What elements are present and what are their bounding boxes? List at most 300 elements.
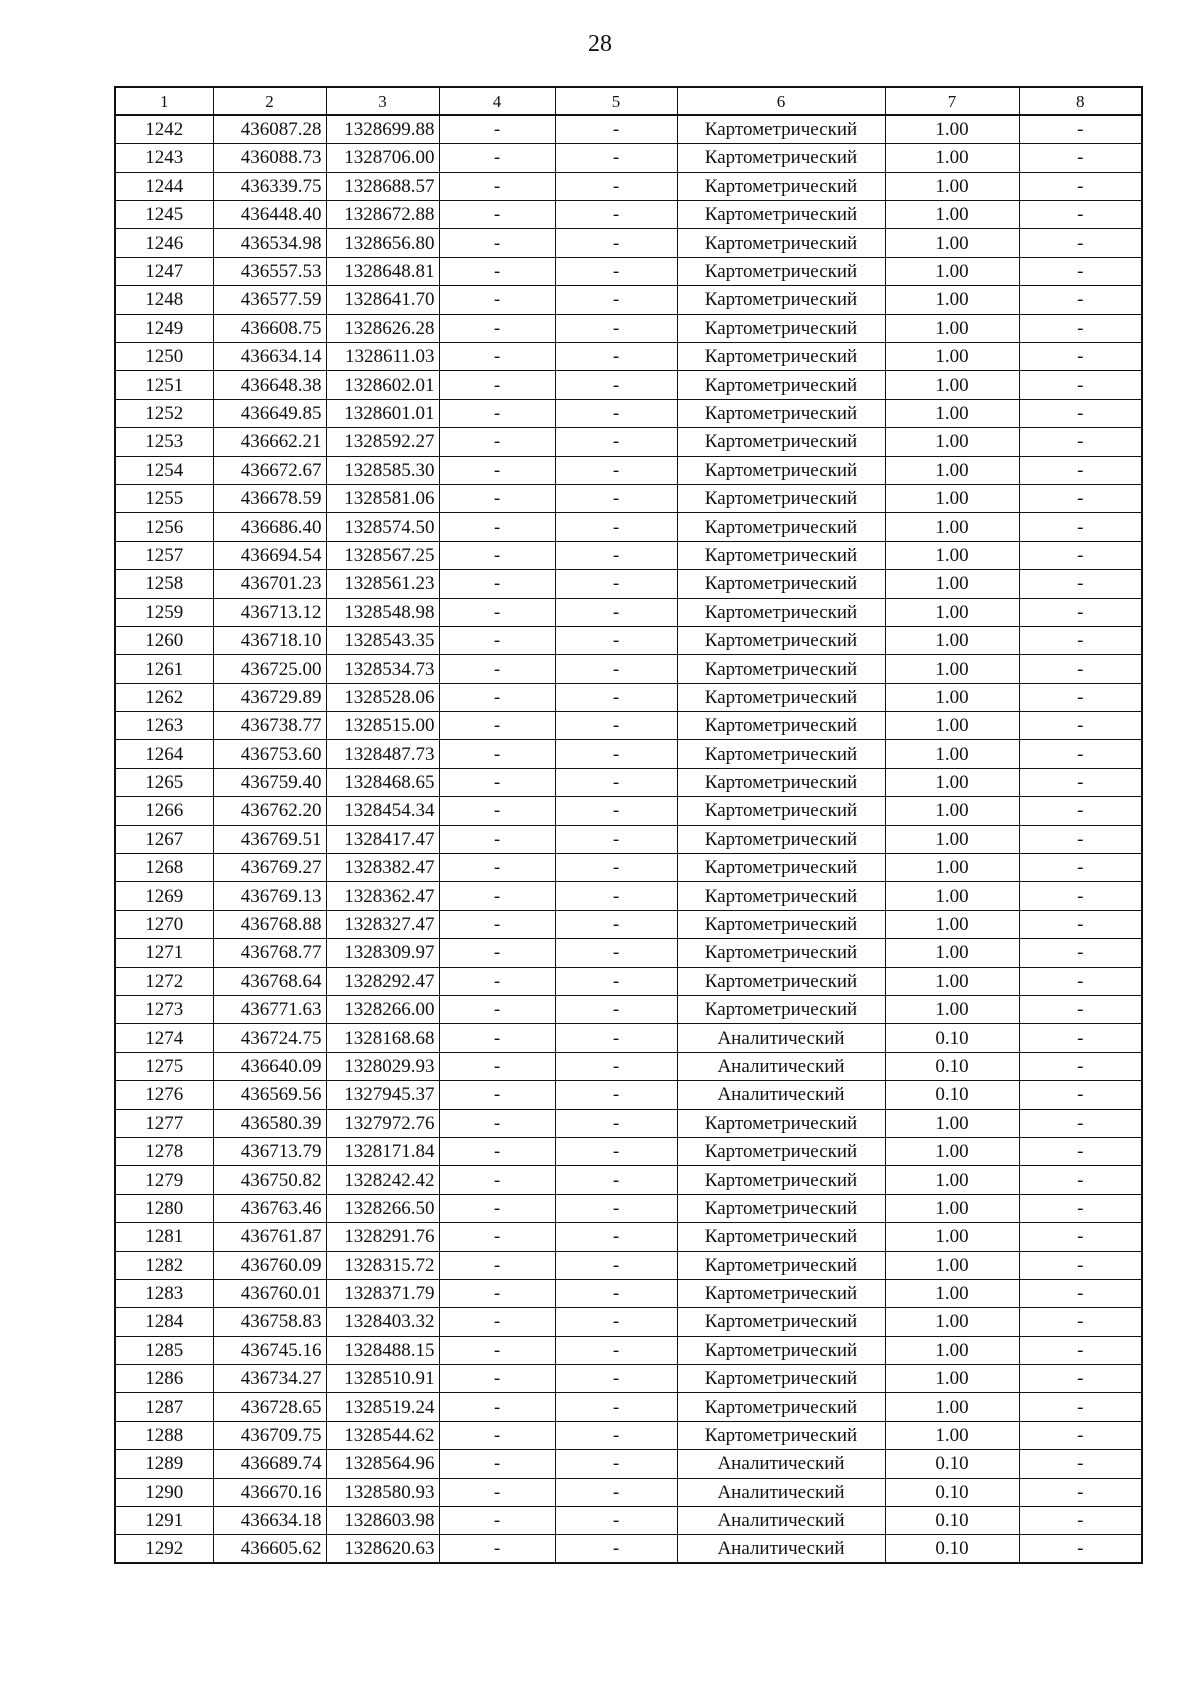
- point-number-cell: 1281: [115, 1223, 213, 1251]
- point-number-cell: 1250: [115, 343, 213, 371]
- col8-cell: -: [1019, 655, 1142, 683]
- table-row: [115, 939, 1142, 967]
- accuracy-cell: 1.00: [885, 371, 1019, 399]
- col5-cell: -: [555, 229, 677, 257]
- col4-cell: -: [439, 1137, 555, 1165]
- x-coordinate-cell: 436750.82: [213, 1166, 326, 1194]
- accuracy-cell: 1.00: [885, 1194, 1019, 1222]
- point-number-cell: 1271: [115, 939, 213, 967]
- col8-cell: -: [1019, 257, 1142, 285]
- point-number-cell: 1260: [115, 626, 213, 654]
- accuracy-cell: 1.00: [885, 626, 1019, 654]
- y-coordinate-cell: 1327972.76: [326, 1109, 439, 1137]
- accuracy-cell: 0.10: [885, 1535, 1019, 1563]
- method-cell: Картометрический: [677, 570, 885, 598]
- col5-cell: -: [555, 172, 677, 200]
- accuracy-cell: 1.00: [885, 768, 1019, 796]
- table-row: [115, 1052, 1142, 1080]
- x-coordinate-cell: 436689.74: [213, 1450, 326, 1478]
- table-row: [115, 484, 1142, 512]
- table-row: [115, 1223, 1142, 1251]
- page-number: 28: [588, 31, 612, 57]
- y-coordinate-cell: 1328548.98: [326, 598, 439, 626]
- col8-cell: -: [1019, 910, 1142, 938]
- point-number-cell: 1258: [115, 570, 213, 598]
- col5-cell: -: [555, 825, 677, 853]
- col4-cell: -: [439, 314, 555, 342]
- col4-cell: -: [439, 1081, 555, 1109]
- x-coordinate-cell: 436729.89: [213, 683, 326, 711]
- accuracy-cell: 1.00: [885, 286, 1019, 314]
- col5-cell: -: [555, 371, 677, 399]
- col4-cell: -: [439, 1308, 555, 1336]
- col8-cell: -: [1019, 1251, 1142, 1279]
- table-body: [115, 115, 1142, 1563]
- method-cell: Картометрический: [677, 1279, 885, 1307]
- table-row: [115, 1137, 1142, 1165]
- col4-cell: -: [439, 910, 555, 938]
- col5-cell: -: [555, 1137, 677, 1165]
- y-coordinate-cell: 1328242.42: [326, 1166, 439, 1194]
- point-number-cell: 1283: [115, 1279, 213, 1307]
- accuracy-cell: 1.00: [885, 484, 1019, 512]
- y-coordinate-cell: 1328706.00: [326, 144, 439, 172]
- y-coordinate-cell: 1328362.47: [326, 882, 439, 910]
- x-coordinate-cell: 436768.64: [213, 967, 326, 995]
- col4-cell: -: [439, 513, 555, 541]
- point-number-cell: 1290: [115, 1478, 213, 1506]
- y-coordinate-cell: 1328454.34: [326, 797, 439, 825]
- accuracy-cell: 1.00: [885, 1109, 1019, 1137]
- point-number-cell: 1252: [115, 399, 213, 427]
- y-coordinate-cell: 1328567.25: [326, 541, 439, 569]
- method-cell: Картометрический: [677, 996, 885, 1024]
- method-cell: Картометрический: [677, 1137, 885, 1165]
- x-coordinate-cell: 436670.16: [213, 1478, 326, 1506]
- col8-cell: -: [1019, 1024, 1142, 1052]
- x-coordinate-cell: 436759.40: [213, 768, 326, 796]
- accuracy-cell: 1.00: [885, 1166, 1019, 1194]
- col5-cell: -: [555, 655, 677, 683]
- table-row: [115, 399, 1142, 427]
- y-coordinate-cell: 1328510.91: [326, 1365, 439, 1393]
- point-number-cell: 1247: [115, 257, 213, 285]
- y-coordinate-cell: 1328688.57: [326, 172, 439, 200]
- method-cell: Картометрический: [677, 1109, 885, 1137]
- col5-cell: -: [555, 1052, 677, 1080]
- method-cell: Картометрический: [677, 371, 885, 399]
- y-coordinate-cell: 1328327.47: [326, 910, 439, 938]
- point-number-cell: 1255: [115, 484, 213, 512]
- point-number-cell: 1292: [115, 1535, 213, 1563]
- accuracy-cell: 1.00: [885, 541, 1019, 569]
- col8-cell: -: [1019, 1052, 1142, 1080]
- y-coordinate-cell: 1328626.28: [326, 314, 439, 342]
- method-cell: Картометрический: [677, 1336, 885, 1364]
- method-cell: Картометрический: [677, 712, 885, 740]
- method-cell: Картометрический: [677, 882, 885, 910]
- x-coordinate-cell: 436640.09: [213, 1052, 326, 1080]
- col8-cell: -: [1019, 399, 1142, 427]
- accuracy-cell: 1.00: [885, 1393, 1019, 1421]
- method-cell: Картометрический: [677, 1223, 885, 1251]
- point-number-cell: 1243: [115, 144, 213, 172]
- col8-cell: -: [1019, 371, 1142, 399]
- col4-cell: -: [439, 683, 555, 711]
- col5-cell: -: [555, 144, 677, 172]
- accuracy-cell: 0.10: [885, 1052, 1019, 1080]
- method-cell: Картометрический: [677, 541, 885, 569]
- col8-cell: -: [1019, 683, 1142, 711]
- method-cell: Картометрический: [677, 939, 885, 967]
- accuracy-cell: 0.10: [885, 1024, 1019, 1052]
- y-coordinate-cell: 1328672.88: [326, 201, 439, 229]
- column-header: 2: [213, 87, 326, 115]
- x-coordinate-cell: 436087.28: [213, 115, 326, 143]
- point-number-cell: 1270: [115, 910, 213, 938]
- col4-cell: -: [439, 286, 555, 314]
- col4-cell: -: [439, 1535, 555, 1563]
- point-number-cell: 1262: [115, 683, 213, 711]
- col4-cell: -: [439, 712, 555, 740]
- col8-cell: -: [1019, 144, 1142, 172]
- method-cell: Аналитический: [677, 1535, 885, 1563]
- method-cell: Картометрический: [677, 229, 885, 257]
- method-cell: Картометрический: [677, 399, 885, 427]
- method-cell: Аналитический: [677, 1052, 885, 1080]
- x-coordinate-cell: 436768.77: [213, 939, 326, 967]
- x-coordinate-cell: 436762.20: [213, 797, 326, 825]
- method-cell: Картометрический: [677, 144, 885, 172]
- col8-cell: -: [1019, 229, 1142, 257]
- table-row: [115, 768, 1142, 796]
- col5-cell: -: [555, 910, 677, 938]
- accuracy-cell: 1.00: [885, 1279, 1019, 1307]
- col5-cell: -: [555, 712, 677, 740]
- col4-cell: -: [439, 1024, 555, 1052]
- col4-cell: -: [439, 428, 555, 456]
- accuracy-cell: 1.00: [885, 314, 1019, 342]
- col4-cell: -: [439, 1336, 555, 1364]
- col8-cell: -: [1019, 740, 1142, 768]
- col4-cell: -: [439, 1507, 555, 1535]
- y-coordinate-cell: 1328564.96: [326, 1450, 439, 1478]
- point-number-cell: 1267: [115, 825, 213, 853]
- table-row: [115, 1336, 1142, 1364]
- accuracy-cell: 1.00: [885, 201, 1019, 229]
- table-row: [115, 1024, 1142, 1052]
- y-coordinate-cell: 1328488.15: [326, 1336, 439, 1364]
- method-cell: Картометрический: [677, 286, 885, 314]
- col4-cell: -: [439, 598, 555, 626]
- point-number-cell: 1268: [115, 854, 213, 882]
- table-row: [115, 1081, 1142, 1109]
- point-number-cell: 1279: [115, 1166, 213, 1194]
- col8-cell: -: [1019, 1279, 1142, 1307]
- col8-cell: -: [1019, 626, 1142, 654]
- table-row: [115, 1450, 1142, 1478]
- accuracy-cell: 1.00: [885, 967, 1019, 995]
- method-cell: Картометрический: [677, 910, 885, 938]
- col4-cell: -: [439, 1251, 555, 1279]
- point-number-cell: 1242: [115, 115, 213, 143]
- accuracy-cell: 1.00: [885, 570, 1019, 598]
- point-number-cell: 1269: [115, 882, 213, 910]
- col5-cell: -: [555, 1279, 677, 1307]
- table-row: [115, 172, 1142, 200]
- y-coordinate-cell: 1328315.72: [326, 1251, 439, 1279]
- col5-cell: -: [555, 541, 677, 569]
- method-cell: Картометрический: [677, 1251, 885, 1279]
- y-coordinate-cell: 1328641.70: [326, 286, 439, 314]
- table-row: [115, 1478, 1142, 1506]
- col4-cell: -: [439, 626, 555, 654]
- method-cell: Картометрический: [677, 854, 885, 882]
- col4-cell: -: [439, 1166, 555, 1194]
- method-cell: Картометрический: [677, 172, 885, 200]
- column-header: 1: [115, 87, 213, 115]
- x-coordinate-cell: 436694.54: [213, 541, 326, 569]
- x-coordinate-cell: 436734.27: [213, 1365, 326, 1393]
- x-coordinate-cell: 436758.83: [213, 1308, 326, 1336]
- y-coordinate-cell: 1328168.68: [326, 1024, 439, 1052]
- method-cell: Картометрический: [677, 456, 885, 484]
- col8-cell: -: [1019, 1336, 1142, 1364]
- col8-cell: -: [1019, 1478, 1142, 1506]
- y-coordinate-cell: 1328266.50: [326, 1194, 439, 1222]
- table-row: [115, 882, 1142, 910]
- accuracy-cell: 1.00: [885, 1251, 1019, 1279]
- col4-cell: -: [439, 484, 555, 512]
- col5-cell: -: [555, 996, 677, 1024]
- x-coordinate-cell: 436728.65: [213, 1393, 326, 1421]
- method-cell: Картометрический: [677, 1308, 885, 1336]
- col5-cell: -: [555, 768, 677, 796]
- point-number-cell: 1251: [115, 371, 213, 399]
- y-coordinate-cell: 1328487.73: [326, 740, 439, 768]
- col4-cell: -: [439, 229, 555, 257]
- col8-cell: -: [1019, 939, 1142, 967]
- y-coordinate-cell: 1328585.30: [326, 456, 439, 484]
- col5-cell: -: [555, 1336, 677, 1364]
- col4-cell: -: [439, 854, 555, 882]
- x-coordinate-cell: 436672.67: [213, 456, 326, 484]
- table-row: [115, 428, 1142, 456]
- col5-cell: -: [555, 201, 677, 229]
- col4-cell: -: [439, 1393, 555, 1421]
- point-number-cell: 1275: [115, 1052, 213, 1080]
- method-cell: Картометрический: [677, 513, 885, 541]
- col4-cell: -: [439, 1450, 555, 1478]
- method-cell: Картометрический: [677, 626, 885, 654]
- col5-cell: -: [555, 1450, 677, 1478]
- accuracy-cell: 1.00: [885, 1137, 1019, 1165]
- col8-cell: -: [1019, 1450, 1142, 1478]
- col5-cell: -: [555, 598, 677, 626]
- x-coordinate-cell: 436557.53: [213, 257, 326, 285]
- y-coordinate-cell: 1328403.32: [326, 1308, 439, 1336]
- col8-cell: -: [1019, 286, 1142, 314]
- col4-cell: -: [439, 768, 555, 796]
- col4-cell: -: [439, 172, 555, 200]
- col4-cell: -: [439, 797, 555, 825]
- col5-cell: -: [555, 683, 677, 711]
- col5-cell: -: [555, 797, 677, 825]
- table-row: [115, 854, 1142, 882]
- col5-cell: -: [555, 286, 677, 314]
- point-number-cell: 1264: [115, 740, 213, 768]
- x-coordinate-cell: 436648.38: [213, 371, 326, 399]
- col8-cell: -: [1019, 1166, 1142, 1194]
- table-row: [115, 1109, 1142, 1137]
- col8-cell: -: [1019, 172, 1142, 200]
- table-row: [115, 655, 1142, 683]
- method-cell: Картометрический: [677, 1421, 885, 1449]
- x-coordinate-cell: 436760.09: [213, 1251, 326, 1279]
- method-cell: Картометрический: [677, 1166, 885, 1194]
- y-coordinate-cell: 1328620.63: [326, 1535, 439, 1563]
- col5-cell: -: [555, 1507, 677, 1535]
- col8-cell: -: [1019, 598, 1142, 626]
- method-cell: Картометрический: [677, 655, 885, 683]
- col4-cell: -: [439, 201, 555, 229]
- method-cell: Картометрический: [677, 1365, 885, 1393]
- col8-cell: -: [1019, 1081, 1142, 1109]
- col5-cell: -: [555, 939, 677, 967]
- point-number-cell: 1259: [115, 598, 213, 626]
- col8-cell: -: [1019, 1194, 1142, 1222]
- col4-cell: -: [439, 1279, 555, 1307]
- col5-cell: -: [555, 314, 677, 342]
- table-row: [115, 456, 1142, 484]
- x-coordinate-cell: 436769.27: [213, 854, 326, 882]
- x-coordinate-cell: 436763.46: [213, 1194, 326, 1222]
- method-cell: Картометрический: [677, 740, 885, 768]
- x-coordinate-cell: 436718.10: [213, 626, 326, 654]
- x-coordinate-cell: 436769.51: [213, 825, 326, 853]
- table-row: [115, 1166, 1142, 1194]
- col5-cell: -: [555, 513, 677, 541]
- accuracy-cell: 1.00: [885, 456, 1019, 484]
- method-cell: Аналитический: [677, 1081, 885, 1109]
- accuracy-cell: 1.00: [885, 939, 1019, 967]
- y-coordinate-cell: 1328543.35: [326, 626, 439, 654]
- col8-cell: -: [1019, 343, 1142, 371]
- col8-cell: -: [1019, 1137, 1142, 1165]
- table-header-row: [115, 87, 1142, 115]
- col4-cell: -: [439, 541, 555, 569]
- table-row: [115, 201, 1142, 229]
- col8-cell: -: [1019, 1535, 1142, 1563]
- point-number-cell: 1265: [115, 768, 213, 796]
- point-number-cell: 1280: [115, 1194, 213, 1222]
- table-row: [115, 1535, 1142, 1563]
- y-coordinate-cell: 1328029.93: [326, 1052, 439, 1080]
- y-coordinate-cell: 1328171.84: [326, 1137, 439, 1165]
- accuracy-cell: 1.00: [885, 683, 1019, 711]
- point-number-cell: 1266: [115, 797, 213, 825]
- point-number-cell: 1289: [115, 1450, 213, 1478]
- col4-cell: -: [439, 115, 555, 143]
- accuracy-cell: 1.00: [885, 740, 1019, 768]
- col5-cell: -: [555, 1194, 677, 1222]
- col8-cell: -: [1019, 513, 1142, 541]
- col5-cell: -: [555, 399, 677, 427]
- table-row: [115, 1279, 1142, 1307]
- col4-cell: -: [439, 1052, 555, 1080]
- x-coordinate-cell: 436768.88: [213, 910, 326, 938]
- y-coordinate-cell: 1328309.97: [326, 939, 439, 967]
- method-cell: Картометрический: [677, 1194, 885, 1222]
- col8-cell: -: [1019, 1421, 1142, 1449]
- method-cell: Картометрический: [677, 768, 885, 796]
- table-row: [115, 286, 1142, 314]
- col5-cell: -: [555, 626, 677, 654]
- y-coordinate-cell: 1328468.65: [326, 768, 439, 796]
- point-number-cell: 1284: [115, 1308, 213, 1336]
- col5-cell: -: [555, 1024, 677, 1052]
- col5-cell: -: [555, 257, 677, 285]
- accuracy-cell: 1.00: [885, 229, 1019, 257]
- col5-cell: -: [555, 882, 677, 910]
- col5-cell: -: [555, 740, 677, 768]
- point-number-cell: 1291: [115, 1507, 213, 1535]
- table-row: [115, 371, 1142, 399]
- y-coordinate-cell: 1328417.47: [326, 825, 439, 853]
- method-cell: Картометрический: [677, 201, 885, 229]
- col5-cell: -: [555, 1081, 677, 1109]
- x-coordinate-cell: 436724.75: [213, 1024, 326, 1052]
- column-header: 8: [1019, 87, 1142, 115]
- table-row: [115, 1421, 1142, 1449]
- table-row: [115, 598, 1142, 626]
- y-coordinate-cell: 1328382.47: [326, 854, 439, 882]
- method-cell: Картометрический: [677, 484, 885, 512]
- col4-cell: -: [439, 655, 555, 683]
- y-coordinate-cell: 1327945.37: [326, 1081, 439, 1109]
- col8-cell: -: [1019, 967, 1142, 995]
- point-number-cell: 1263: [115, 712, 213, 740]
- point-number-cell: 1274: [115, 1024, 213, 1052]
- accuracy-cell: 1.00: [885, 1223, 1019, 1251]
- accuracy-cell: 1.00: [885, 598, 1019, 626]
- point-number-cell: 1273: [115, 996, 213, 1024]
- table-row: [115, 257, 1142, 285]
- x-coordinate-cell: 436713.79: [213, 1137, 326, 1165]
- col8-cell: -: [1019, 1109, 1142, 1137]
- x-coordinate-cell: 436713.12: [213, 598, 326, 626]
- accuracy-cell: 1.00: [885, 910, 1019, 938]
- table-row: [115, 910, 1142, 938]
- accuracy-cell: 1.00: [885, 1421, 1019, 1449]
- col4-cell: -: [439, 1421, 555, 1449]
- col8-cell: -: [1019, 882, 1142, 910]
- accuracy-cell: 1.00: [885, 1336, 1019, 1364]
- accuracy-cell: 1.00: [885, 854, 1019, 882]
- point-number-cell: 1248: [115, 286, 213, 314]
- col4-cell: -: [439, 570, 555, 598]
- column-header: 6: [677, 87, 885, 115]
- method-cell: Аналитический: [677, 1507, 885, 1535]
- method-cell: Картометрический: [677, 343, 885, 371]
- accuracy-cell: 1.00: [885, 797, 1019, 825]
- point-number-cell: 1278: [115, 1137, 213, 1165]
- point-number-cell: 1256: [115, 513, 213, 541]
- point-number-cell: 1261: [115, 655, 213, 683]
- method-cell: Аналитический: [677, 1024, 885, 1052]
- point-number-cell: 1276: [115, 1081, 213, 1109]
- accuracy-cell: 1.00: [885, 399, 1019, 427]
